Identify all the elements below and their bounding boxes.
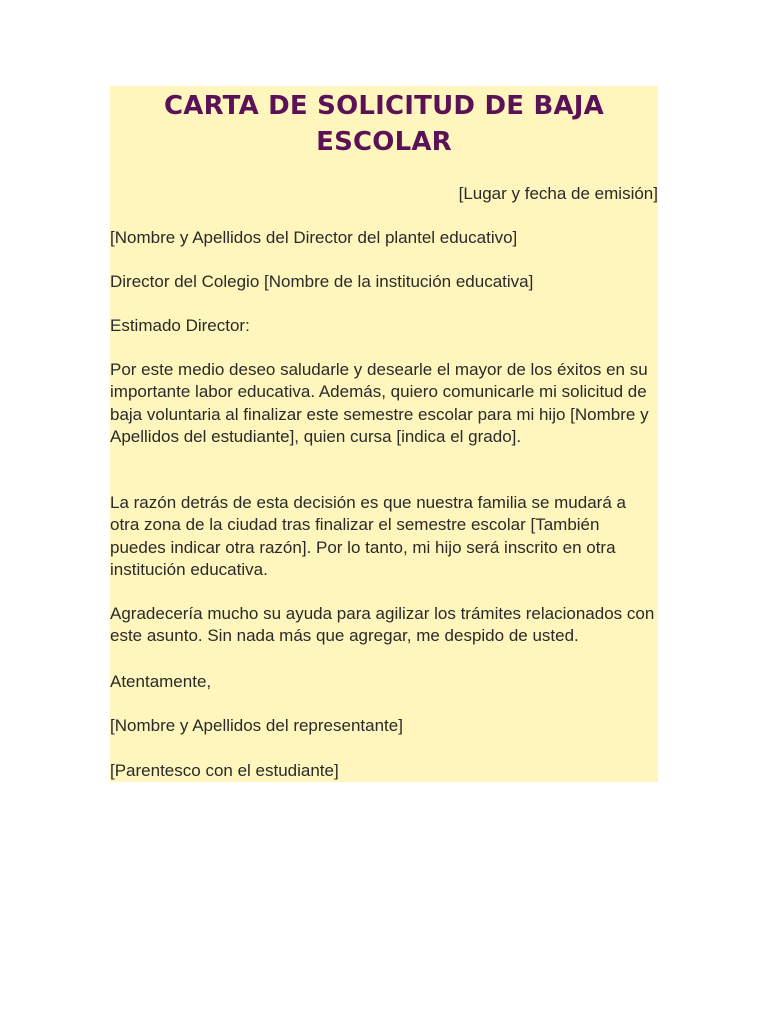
director-name: [Nombre y Apellidos del Director del plantel educativo] [110,228,518,247]
paragraph-2: La razón detrás de esta decisión es que nuestra familia se mudará a otra zona de la ciudad tras finalizar el semestre escolar [También puedes indicar otra razón]. Por lo tanto, mi hijo será inscrito en otra institución educativa. [110,493,626,580]
paragraph-3: Agradecería mucho su ayuda para agilizar los trámites relacionados con este asunto. Sin nada más que agregar, me despido de usted. [110,604,655,646]
letter-body [110,86,658,782]
place-date: [Lugar y fecha de emisión] [458,184,658,203]
paragraph-1: Por este medio deseo saludarle y desearle el mayor de los éxitos en su importante labor educativa. Además, quiero comunicarle mi solicitud de baja voluntaria al finalizar este semestre escolar para mi hijo [Nombre y Apellidos del estudiante], quien cursa [indica el grado]. [110,360,649,447]
letter-title: CARTA DE SOLICITUD DE BAJA ESCOLAR [164,91,604,157]
signer-name: [Nombre y Apellidos del representante] [110,716,403,735]
greeting: Estimado Director: [110,316,250,335]
closing: Atentamente, [110,672,212,691]
relationship: [Parentesco con el estudiante] [110,761,339,780]
director-role: Director del Colegio [Nombre de la institución educativa] [110,272,534,291]
